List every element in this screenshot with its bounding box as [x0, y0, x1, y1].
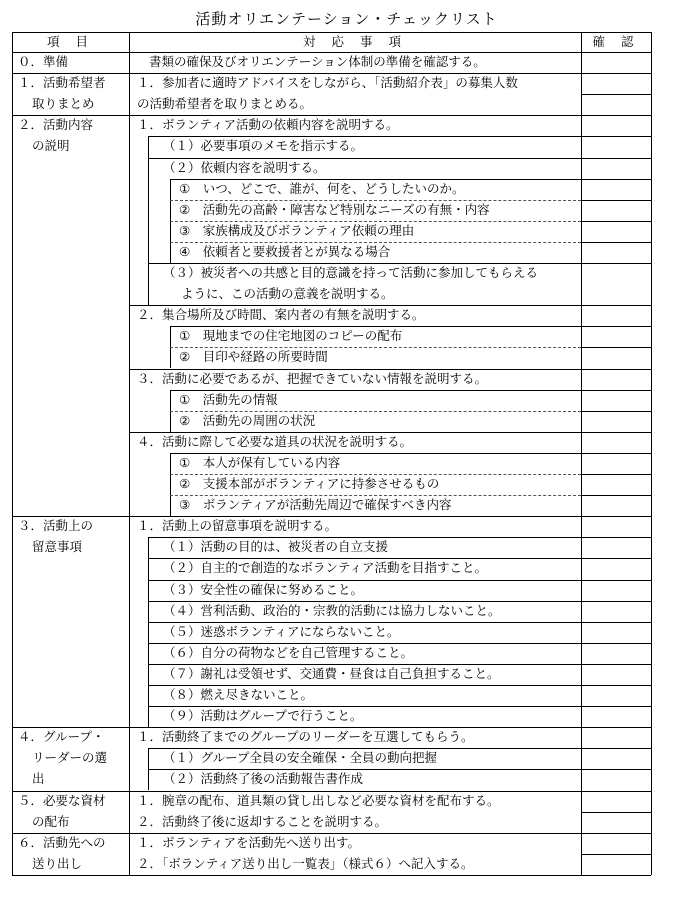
action-line: １．ボランティア活動の依頼内容を説明する。 [137, 117, 399, 132]
header-action: 対 応 事 項 [303, 34, 407, 49]
subsection-border [170, 326, 581, 327]
action-line: ① いつ、どこで、誰が、何を、どうしたいのか。 [179, 181, 465, 196]
dashed-divider [170, 200, 581, 201]
check-cell-divider [581, 854, 651, 855]
section-item-label: 留意事項 [32, 539, 83, 554]
check-cell-divider [581, 558, 651, 559]
subsection-border [170, 453, 581, 454]
check-cell-divider [581, 601, 651, 602]
column-divider [129, 32, 130, 875]
section-item-label: の配布 [32, 814, 70, 829]
check-cell-divider [581, 622, 651, 623]
action-line: ① 現地までの住宅地図のコピーの配布 [179, 328, 403, 343]
check-cell-divider [581, 179, 651, 180]
dashed-divider [170, 411, 581, 412]
action-line: ２．「ボランティア送り出し一覧表」（様式６）へ記入する。 [137, 856, 474, 871]
check-cell-divider [581, 748, 651, 749]
header-item: 項 目 [47, 34, 94, 49]
action-line: ② 活動先の周囲の状況 [179, 413, 316, 428]
dashed-divider [170, 242, 581, 243]
section-item-label: ３．活動上の [18, 518, 94, 533]
action-line: ② 活動先の高齢・障害など特別なニーズの有無・内容 [179, 202, 490, 217]
subsection-border [148, 748, 581, 749]
check-cell-divider [581, 242, 651, 243]
section-item-label: の説明 [32, 138, 70, 153]
row-divider [148, 158, 581, 159]
check-cell-divider [581, 706, 651, 707]
check-cell-divider [581, 158, 651, 159]
action-line: （１）必要事項のメモを指示する。 [163, 138, 364, 153]
check-cell-divider [581, 537, 651, 538]
action-line: ３．活動に必要であるが、把握できていない情報を説明する。 [137, 371, 488, 386]
row-divider [148, 263, 581, 264]
section-item-label: ０．準備 [18, 54, 69, 69]
check-cell-divider [581, 326, 651, 327]
section-item-label: リーダーの選 [32, 750, 108, 765]
action-line: ② 支援本部がボランティアに持参させるもの [179, 476, 440, 491]
row-divider [148, 580, 581, 581]
row-divider [148, 622, 581, 623]
check-cell-divider [581, 221, 651, 222]
checklist-table [12, 32, 651, 896]
action-line: １．ボランティアを活動先へ送り出す。 [137, 835, 361, 850]
check-cell-divider [581, 411, 651, 412]
check-cell-divider [581, 347, 651, 348]
table-border-right [651, 32, 652, 875]
subsection-border [170, 453, 171, 516]
section-divider [12, 875, 651, 876]
action-line: （２）自主的で創造的なボランティア活動を目指すこと。 [163, 560, 488, 575]
action-line: ４．活動に際して必要な道具の状況を説明する。 [137, 434, 413, 449]
dashed-divider [170, 495, 581, 496]
check-cell-divider [581, 200, 651, 201]
row-divider [129, 432, 581, 433]
action-line: （９）活動はグループで行うこと。 [163, 708, 363, 723]
check-cell-divider [581, 432, 651, 433]
check-cell-divider [581, 94, 651, 95]
section-item-label: 取りまとめ [32, 96, 95, 111]
action-line: （３）安全性の確保に努めること。 [163, 582, 364, 597]
action-line: 書類の確保及びオリエンテーション体制の準備を確認する。 [149, 54, 486, 69]
subsection-border [148, 537, 149, 727]
row-divider [148, 769, 581, 770]
action-line: （５）迷惑ボランティアにならないこと。 [163, 624, 400, 639]
check-cell-divider [581, 263, 651, 264]
check-cell-divider [581, 495, 651, 496]
action-line: ④ 依頼者と要救援者とが異なる場合 [179, 244, 391, 259]
section-item-label: ４．グループ・ [18, 729, 105, 744]
dashed-divider [170, 474, 581, 475]
action-line: ① 活動先の情報 [179, 392, 278, 407]
row-divider [148, 558, 581, 559]
check-cell-divider [581, 643, 651, 644]
action-line: １．活動終了までのグループのリーダーを互選してもらう。 [137, 729, 474, 744]
document-title: 活動オリエンテーション・チェックリスト [195, 10, 498, 28]
row-divider [148, 706, 581, 707]
action-line: ように、この活動の意義を説明する。 [181, 286, 394, 301]
section-item-label: ２．活動内容 [18, 117, 94, 132]
row-divider [148, 643, 581, 644]
check-cell-divider [581, 390, 651, 391]
action-line: （２）依頼内容を説明する。 [163, 160, 326, 175]
subsection-border [148, 537, 581, 538]
table-border-left [12, 32, 13, 875]
row-divider [148, 685, 581, 686]
row-divider [129, 305, 581, 306]
subsection-border [170, 390, 581, 391]
section-item-label: 出 [32, 771, 45, 786]
row-divider [148, 664, 581, 665]
section-item-label: ５．必要な資材 [18, 793, 106, 808]
check-cell-divider [581, 474, 651, 475]
action-line: ② 目印や経路の所要時間 [179, 349, 328, 364]
header-check: 確 認 [592, 34, 640, 49]
action-line: の活動希望者を取りまとめる。 [137, 96, 313, 111]
section-item-label: ６．活動先への [18, 835, 106, 850]
action-line: ２．集合場所及び時間、案内者の有無を説明する。 [137, 307, 425, 322]
action-line: （７）謝礼は受領せず、交通費・昼食は自己負担すること。 [163, 666, 500, 681]
section-item-label: １．活動希望者 [18, 75, 106, 90]
action-line: ③ 家族構成及びボランティア依頼の理由 [179, 223, 415, 238]
action-line: （１）活動の目的は、被災者の自立支援 [163, 539, 389, 554]
dashed-divider [170, 221, 581, 222]
subsection-border [170, 179, 581, 180]
check-cell-divider [581, 664, 651, 665]
row-divider [148, 601, 581, 602]
action-line: （６）自分の荷物などを自己管理すること。 [163, 645, 414, 660]
check-cell-divider [581, 136, 651, 137]
check-cell-divider [581, 369, 651, 370]
check-cell-divider [581, 305, 651, 306]
table-border-top [12, 32, 651, 33]
action-line: １．腕章の配布、道具類の貸し出しなど必要な資材を配布する。 [137, 793, 500, 808]
action-line: １．参加者に適時アドバイスをしながら、「活動紹介表」の募集人数 [137, 75, 518, 90]
action-line: （８）燃え尽きないこと。 [163, 687, 314, 702]
dashed-divider [170, 347, 581, 348]
check-cell-divider [581, 453, 651, 454]
check-cell-divider [581, 812, 651, 813]
subsection-border [148, 136, 581, 137]
check-cell-divider [581, 769, 651, 770]
section-item-label: 送り出し [32, 856, 83, 871]
check-cell-divider [581, 685, 651, 686]
action-line: （４）営利活動、政治的・宗教的活動には協力しないこと。 [163, 603, 501, 618]
action-line: （２）活動終了後の活動報告書作成 [163, 771, 364, 786]
action-line: ③ ボランティアが活動先周辺で確保すべき内容 [179, 497, 452, 512]
check-cell-divider [581, 580, 651, 581]
action-line: ① 本人が保有している内容 [179, 455, 341, 470]
action-line: （３）被災者への共感と目的意識を持って活動に参加してもらえる [163, 265, 539, 280]
subsection-border [148, 136, 149, 305]
action-line: （１）グループ全員の安全確保・全員の動向把握 [163, 750, 438, 765]
row-divider [129, 369, 581, 370]
action-line: ２．活動終了後に返却することを説明する。 [137, 814, 388, 829]
action-line: １．活動上の留意事項を説明する。 [137, 518, 338, 533]
